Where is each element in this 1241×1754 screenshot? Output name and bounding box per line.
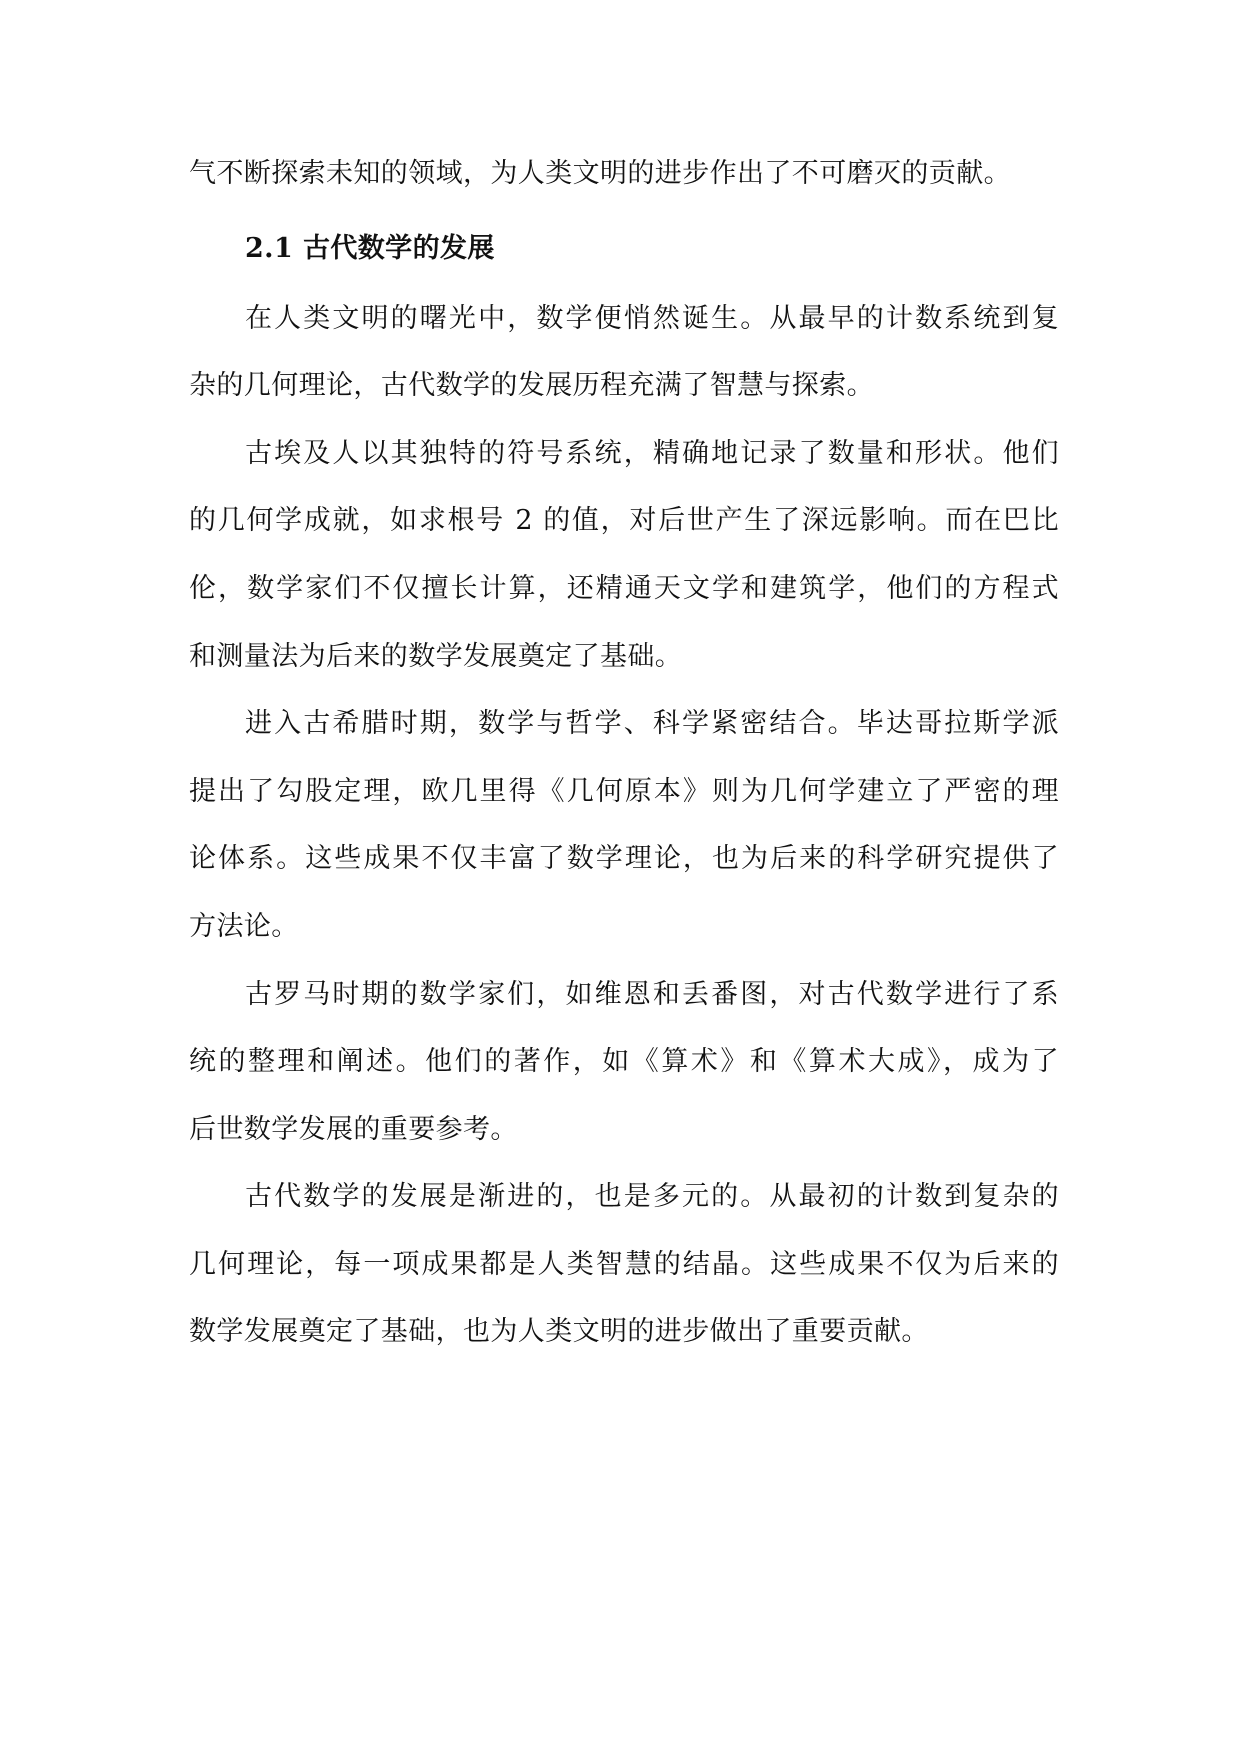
text-line: 数学发展奠定了基础，也为人类文明的进步做出了重要贡献。	[189, 1316, 929, 1347]
text-line: 古代数学的发展是渐进的，也是多元的。从最初的计数到复杂的	[245, 1181, 1059, 1212]
text-line: 的几何学成就，如求根号 2 的值，对后世产生了深远影响。而在巴比	[189, 505, 1059, 536]
text-line: 伦，数学家们不仅擅长计算，还精通天文学和建筑学，他们的方程式	[189, 573, 1059, 604]
text-line: 和测量法为后来的数学发展奠定了基础。	[189, 641, 683, 672]
text-line: 进入古希腊时期，数学与哲学、科学紧密结合。毕达哥拉斯学派	[245, 708, 1059, 739]
text-line: 气不断探索未知的领域，为人类文明的进步作出了不可磨灭的贡献。	[189, 158, 1011, 189]
section-heading: 2.1 古代数学的发展	[245, 233, 495, 264]
text-line: 几何理论，每一项成果都是人类智慧的结晶。这些成果不仅为后来的	[189, 1249, 1059, 1280]
text-line: 古罗马时期的数学家们，如维恩和丢番图，对古代数学进行了系	[245, 979, 1059, 1010]
text-line: 在人类文明的曙光中，数学便悄然诞生。从最早的计数系统到复	[245, 303, 1059, 334]
text-line: 后世数学发展的重要参考。	[189, 1114, 518, 1145]
text-line: 论体系。这些成果不仅丰富了数学理论，也为后来的科学研究提供了	[189, 843, 1059, 874]
text-line: 杂的几何理论，古代数学的发展历程充满了智慧与探索。	[189, 370, 874, 401]
text-line: 方法论。	[189, 911, 299, 942]
text-line: 统的整理和阐述。他们的著作，如《算术》和《算术大成》，成为了	[189, 1046, 1059, 1077]
text-line: 提出了勾股定理，欧几里得《几何原本》则为几何学建立了严密的理	[189, 776, 1059, 807]
text-line: 古埃及人以其独特的符号系统，精确地记录了数量和形状。他们	[245, 438, 1059, 469]
